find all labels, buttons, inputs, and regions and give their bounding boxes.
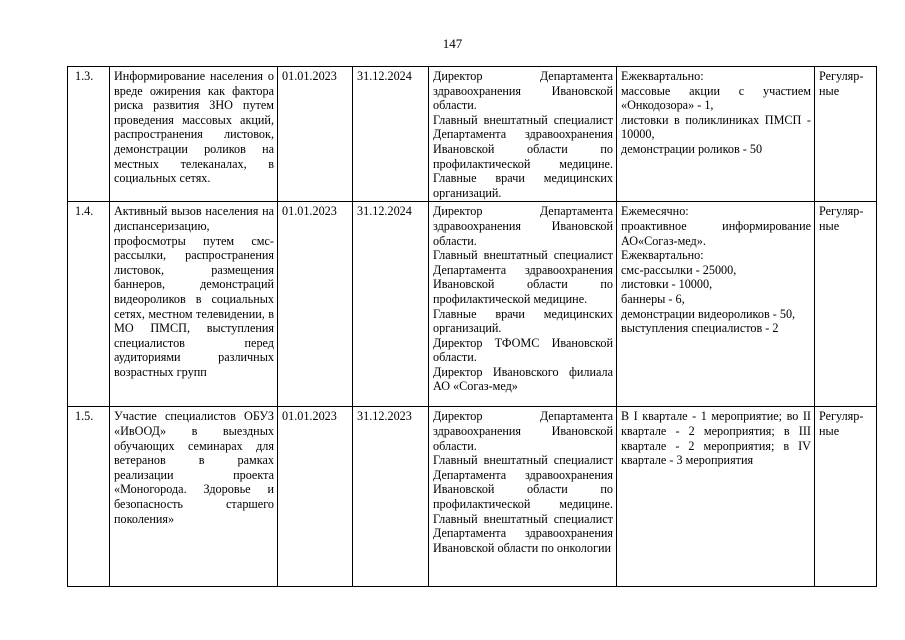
end-date: 31.12.2023 (353, 407, 429, 587)
indicator-line: листовки - 10000, (621, 277, 713, 292)
indicator-line: Ежемесячно: (621, 204, 689, 219)
indicators-cell (617, 67, 815, 202)
periodicity: Регуляр-ные (815, 67, 877, 202)
indicator-line: смс-рассылки - 25000, (621, 262, 737, 277)
responsible-line: Главный внештатный специалист Департамента здравоохранения Ивановской области по профилактической медицине. Главные врачи медицинских организаций. (433, 112, 613, 200)
responsible-line: Главный внештатный специалист Департамента здравоохранения Ивановской области по профилактической медицине. Главный внештатный специалист Департамента здравоохранения Ивановской области по онкологии (433, 453, 613, 555)
responsible-line: Директор ТФОМС Ивановской области. (433, 335, 613, 365)
responsible-cell (429, 202, 617, 407)
table-row (68, 67, 877, 202)
indicator-line: массовые акции с участием «Онкодозора» - 1, (621, 83, 811, 113)
periodicity: Регуляр-ные (815, 202, 877, 407)
page-number: 147 (442, 36, 463, 51)
indicators-cell (617, 407, 815, 587)
row-number: 1.4. (68, 202, 110, 407)
indicators-cell (617, 202, 815, 407)
indicator-line: демонстрации видеороликов - 50, (621, 306, 796, 321)
responsible-line: Директор Департамента здравоохранения Ивановской области. (433, 409, 613, 453)
row-number: 1.3. (68, 67, 110, 202)
indicator-line: демонстрации роликов - 50 (621, 141, 763, 156)
indicator-line: листовки в поликлиниках ПМСП - 10000, (621, 112, 811, 142)
measures-table (67, 66, 877, 587)
measure-name: Информирование населения о вреде ожирения как фактора риска развития ЗНО путем проведения массовых акций, распространения листовок, демонстрации роликов на местных телеканалах, в социальных сетях. (110, 67, 278, 202)
table-row (68, 407, 877, 587)
indicator-line: В I квартале - 1 мероприятие; во II квартале - 2 мероприятия; в III квартале - 2 мероприятия; в IV квартале - 3 мероприятия (621, 409, 811, 468)
responsible-line: Директор Департамента здравоохранения Ивановской области. (433, 69, 613, 113)
responsible-line: Директор Ивановского филиала АО «Согаз-мед» (433, 364, 613, 394)
start-date: 01.01.2023 (278, 407, 353, 587)
end-date: 31.12.2024 (353, 202, 429, 407)
responsible-cell (429, 407, 617, 587)
table-row (68, 202, 877, 407)
responsible-cell (429, 67, 617, 202)
indicator-line: Ежеквартально: (621, 69, 704, 83)
responsible-line: Директор Департамента здравоохранения Ивановской области. (433, 204, 613, 248)
start-date: 01.01.2023 (278, 202, 353, 407)
end-date: 31.12.2024 (353, 67, 429, 202)
row-number: 1.5. (68, 407, 110, 587)
start-date: 01.01.2023 (278, 67, 353, 202)
measure-name: Участие специалистов ОБУЗ «ИвООД» в выездных обучающих семинарах для ветеранов в рамках реализации проекта «Моногорода. Здоровье и безопасность старшего поколения» (110, 407, 278, 587)
periodicity: Регуляр-ные (815, 407, 877, 587)
indicator-line: выступления специалистов - 2 (621, 321, 779, 336)
measure-name: Активный вызов населения на диспансеризацию, профосмотры путем смс-рассылки, распространения листовок, размещения баннеров, демонстраций видеороликов в социальных сетях, местном телевидении, в МО ПМСП, выступления специалистов перед аудиториями различных возрастных групп (110, 202, 278, 407)
indicator-line: Ежеквартально: (621, 248, 704, 263)
responsible-line: Главные врачи медицинских организаций. (433, 306, 613, 336)
indicator-line: проактивное информирование АО«Согаз-мед». (621, 218, 811, 248)
indicator-line: баннеры - 6, (621, 291, 685, 306)
responsible-line: Главный внештатный специалист Департамента здравоохранения Ивановской области по профилактической медицине. (433, 248, 613, 306)
